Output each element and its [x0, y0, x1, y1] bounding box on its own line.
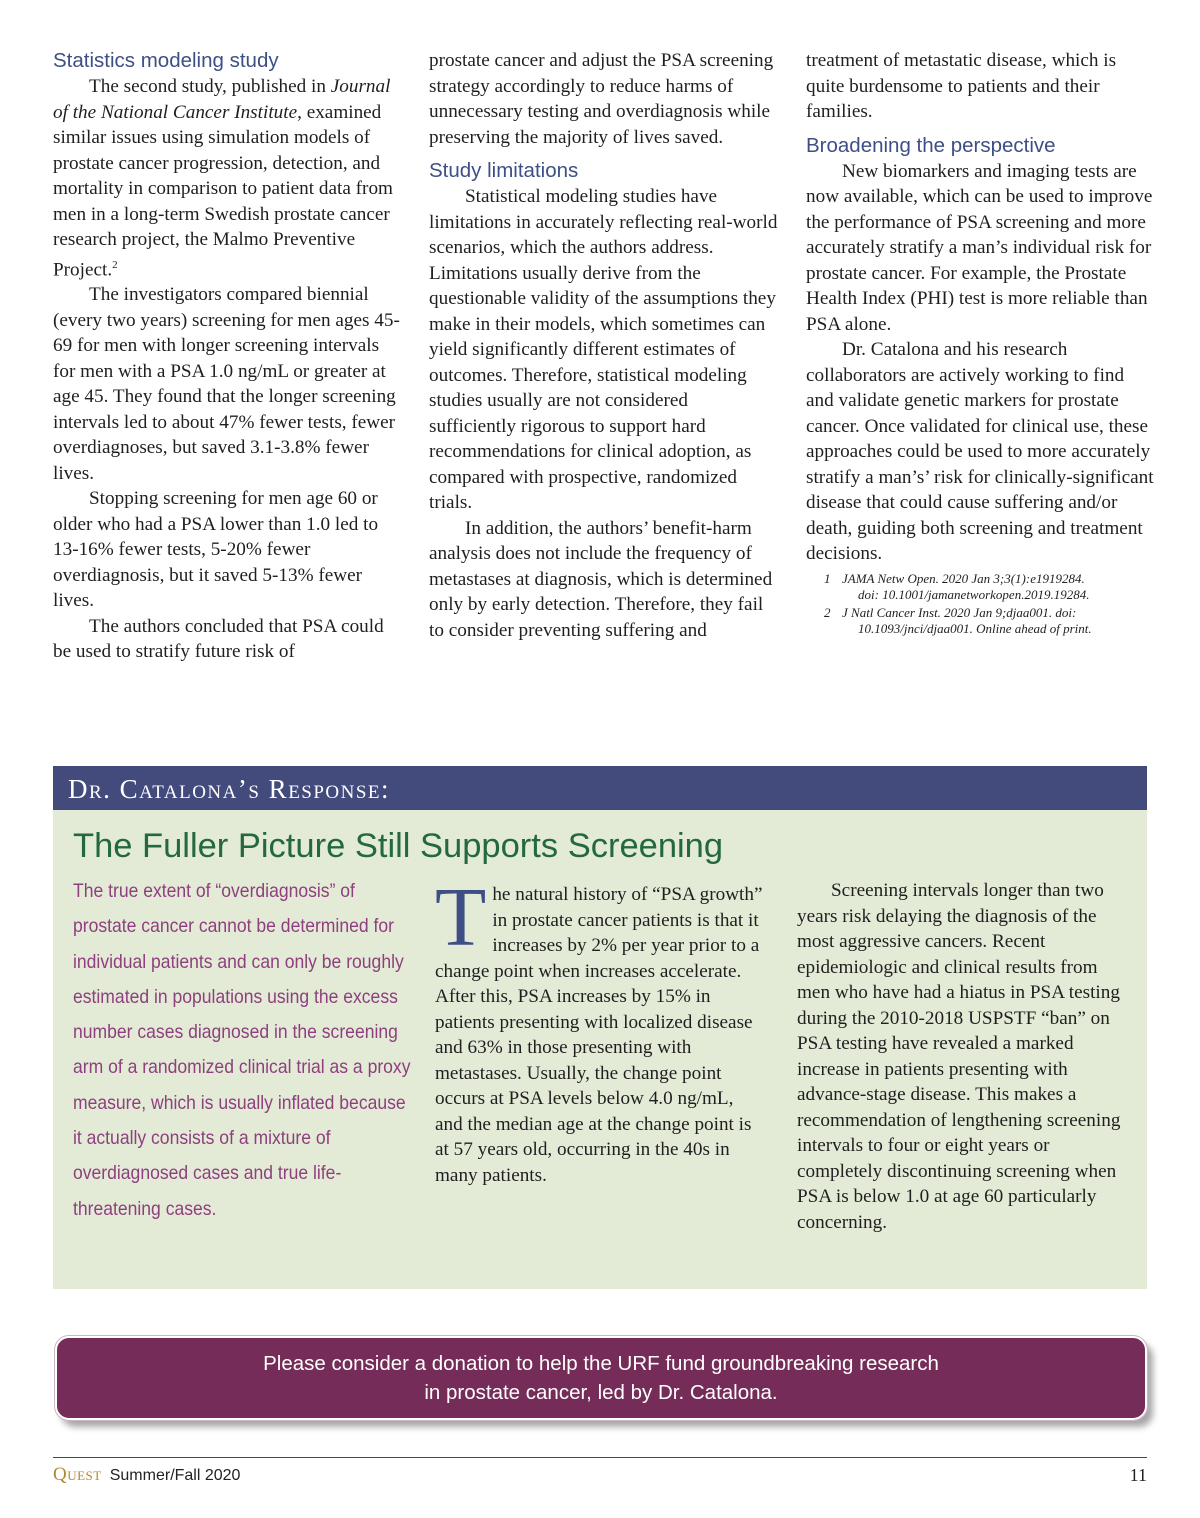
reference-marker: 2 — [112, 258, 118, 271]
article-column-1 — [53, 48, 403, 665]
paragraph: treatment of metastatic disease, which is quite burdensome to patients and their families. — [806, 50, 1117, 122]
references — [806, 571, 1156, 637]
donation-callout — [55, 1336, 1147, 1420]
paragraph: Dr. Catalona and his research collaborators are actively working to find and validate genetic markers for prostate cancer. Once validated for clinical use, these approaches could be used to more accurately stratify a man’s’ risk for clinically-significant disease that could cause suffering and/or death, guiding both screening and treatment decisions. — [806, 339, 1154, 564]
paragraph: Screening intervals longer than two years risk delaying the diagnosis of the most aggressive cancers. Recent epidemiologic and clinical results from men who have had a hiatus in PSA testing during the 2010-2018 USPSTF “ban” on PSA testing have revealed a marked increase in patients presenting with advance-stage disease. This makes a recommendation of lengthening screening intervals to four or eight years or completely discontinuing screening when PSA is below 1.0 at age 60 particularly concerning. — [797, 880, 1121, 1233]
paragraph: Stopping screening for men age 60 or older who had a PSA lower than 1.0 led to 13-16% fewer tests, 5-20% fewer overdiagnosis, but it saved 5-13% fewer lives. — [53, 488, 379, 612]
article-column-2 — [429, 48, 779, 643]
issue-label: Summer/Fall 2020 — [109, 1467, 241, 1484]
paragraph: The second study, published in Journal of the National Cancer Institute, examined similar issues using simulation models of prostate cancer progression, detection, and mortality in comparison to patient data from men in a long-term Swedish prostate cancer research project, the Malmo Preventive Project.$^2$ — [53, 76, 393, 280]
publication-logo: Quest — [53, 1464, 102, 1485]
response-title: The Fuller Picture Still Supports Screening — [73, 827, 724, 865]
section-heading-perspective: Broadening the perspective — [806, 133, 1056, 157]
paragraph: Statistical modeling studies have limitations in accurately reflecting real-world scenarios, which the authors address. Limitations usually derive from the questionable validity of the assumptions they make in their models, which sometimes can yield significantly different estimates of outcomes. Therefore, statistical modeling studies usually are not considered sufficiently rigorous to support hard recommendations for clinical adoption, as compared with prospective, randomized trials. — [429, 186, 778, 513]
response-banner: Dr. Catalona’s Response: — [53, 766, 1147, 810]
paragraph: The investigators compared biennial (every two years) screening for men ages 45-69 for men with longer screening intervals for men with a PSA 1.0 ng/mL or greater at age 45. They found that the longer screening intervals led to about 47% fewer tests, fewer overdiagnoses, but saved 3.1-3.8% fewer lives. — [53, 284, 400, 484]
article-column-3 — [806, 48, 1156, 639]
section-heading-limitations: Study limitations — [429, 159, 579, 182]
response-column-2 — [435, 871, 765, 1188]
response-box — [53, 766, 1147, 1289]
paragraph: New biomarkers and imaging tests are now available, which can be used to improve the performance of PSA screening and more accurately stratify a man’s individual risk for prostate cancer. For example, the Prostate Health Index (PHI) test is more reliable than PSA alone. — [806, 160, 1153, 335]
paragraph: prostate cancer and adjust the PSA screening strategy accordingly to reduce harms of unnecessary testing and overdiagnosis while preserving the majority of lives saved. — [429, 50, 774, 148]
pull-quote: The true extent of “overdiagnosis” of prostate cancer cannot be determined for individual patients and can only be roughly estimated in populations using the excess number cases diagnosed in the screening arm of a randomized clinical trial as a proxy measure, which is usually inflated because it actually consists of a mixture of overdiagnosed cases and true life-threatening cases. — [73, 880, 411, 1220]
response-column-3 — [797, 878, 1127, 1235]
section-heading-statistics: Statistics modeling study — [53, 49, 279, 72]
reference-item: 2 J Natl Cancer Inst. 2020 Jan 9;djaa001. doi: 10.1093/jnci/djaa001. Online ahead of print. — [824, 604, 1092, 636]
paragraph: he natural history of “PSA growth” in prostate cancer patients is that it increases by 2% per year prior to a change point when increases accelerate. After this, PSA increases by 15% in patients presenting with localized disease and 63% in those presenting with metastases. Usually, the change point occurs at PSA levels below 4.0 ng/mL, and the median age at the change point is at 57 years old, occurring in the 40s in many patients. — [435, 884, 763, 1186]
paragraph: In addition, the authors’ benefit-harm analysis does not include the frequency of metastases at diagnosis, which is determined only by early detection. Therefore, they fail to consider preventing suffering and — [429, 517, 773, 641]
reference-item: 1 JAMA Netw Open. 2020 Jan 3;3(1):e1919284. doi: 10.1001/jamanetworkopen.2019.19284. — [824, 570, 1090, 602]
donation-text-line-1: Please consider a donation to help the URF fund groundbreaking research — [263, 1352, 939, 1375]
footer-divider — [53, 1457, 1147, 1458]
paragraph: The authors concluded that PSA could be used to stratify future risk of — [53, 615, 384, 663]
page-footer — [53, 1463, 1147, 1487]
journal-name: Journal of the National Cancer Institute — [53, 76, 391, 123]
donation-text-line-2: in prostate cancer, led by Dr. Catalona. — [424, 1381, 778, 1404]
drop-cap: T — [435, 871, 487, 964]
page-number: 11 — [1129, 1465, 1147, 1485]
